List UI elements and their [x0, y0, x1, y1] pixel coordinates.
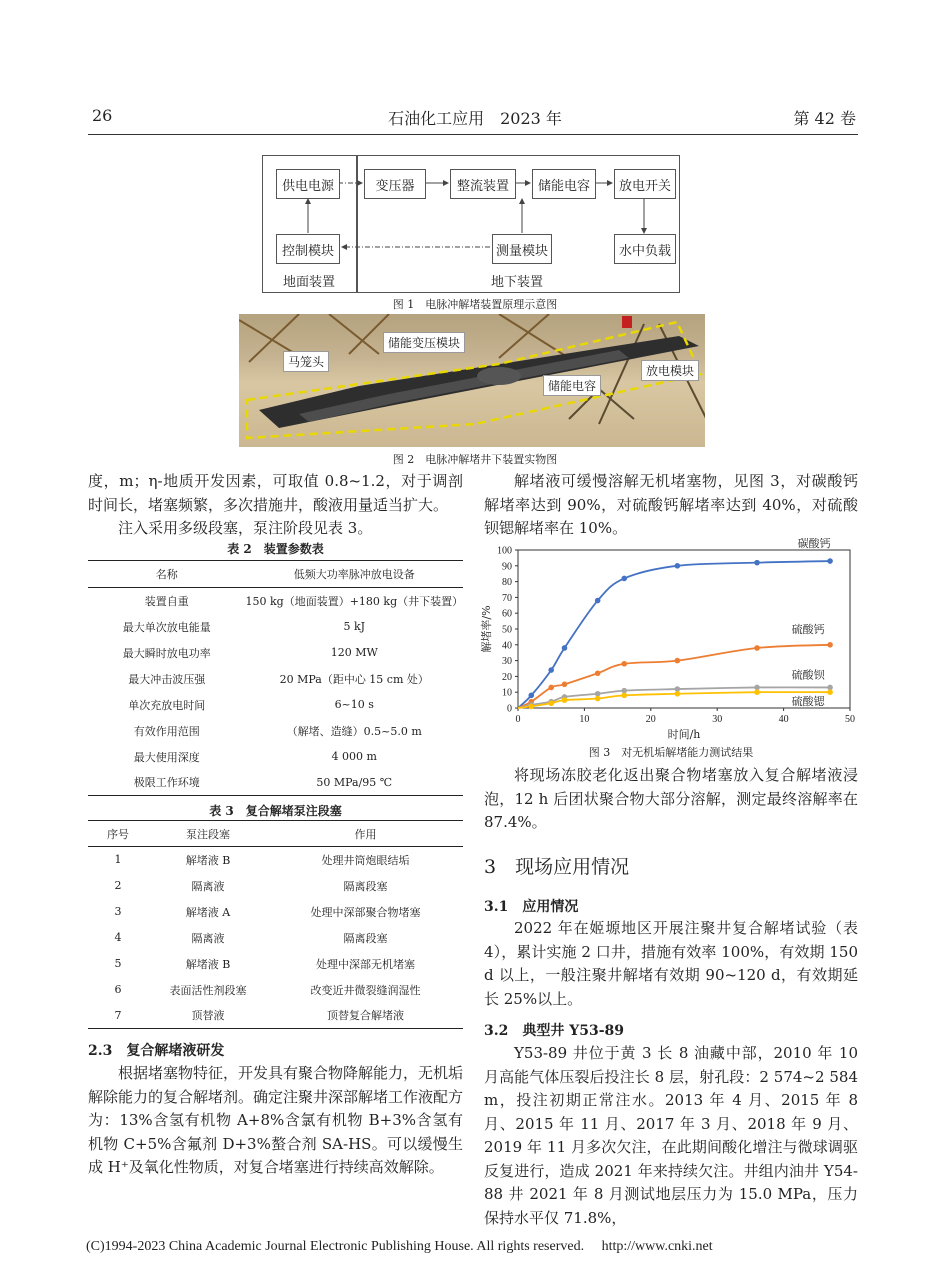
figure1-caption: 图 1 电脉冲解堵装置原理示意图	[392, 298, 558, 311]
data-point	[621, 693, 627, 699]
table-cell: 最大单次放电能量	[122, 620, 211, 634]
y-tick-label: 30	[502, 656, 512, 668]
label-energy-capacitor: 储能电容	[543, 375, 601, 396]
table2-title: 表 2 装置参数表	[227, 542, 324, 556]
series-label: 碳酸钙	[797, 538, 831, 551]
table3-header: 作用	[354, 827, 377, 841]
table-row	[88, 1003, 463, 1029]
table2	[88, 560, 463, 796]
table-cell: 120 MW	[330, 646, 378, 659]
table-row	[88, 744, 463, 770]
data-point	[562, 645, 568, 651]
discharge-switch-box: 放电开关	[614, 169, 676, 199]
y-tick-label: 20	[502, 671, 512, 683]
y-axis-label: 解堵率/%	[480, 605, 493, 653]
table-cell: 6~10 s	[334, 698, 374, 711]
table-cell: 50 MPa/95 ℃	[316, 775, 393, 789]
data-point	[528, 693, 534, 699]
table-cell: 解堵液 B	[185, 853, 231, 867]
table-cell: 顶替复合解堵液	[327, 1009, 404, 1023]
table-row	[88, 925, 463, 951]
table-row	[88, 951, 463, 977]
transformer-box: 变压器	[364, 169, 426, 199]
data-point	[827, 689, 833, 695]
table-cell: 最大冲击波压强	[128, 672, 206, 686]
figure3-chart	[476, 538, 866, 744]
table-row	[88, 899, 463, 925]
data-point	[675, 691, 681, 697]
table-cell: （解堵、造缝）0.5~5.0 m	[286, 724, 422, 738]
table-row	[88, 718, 463, 744]
table2-header: 低频大功率脉冲放电设备	[293, 568, 415, 581]
left-paragraph-2: 注入采用多级段塞，泵注阶段见表 3。	[118, 519, 373, 537]
right-paragraph-2-block	[484, 764, 858, 835]
y-tick-label: 80	[502, 577, 512, 589]
data-point	[548, 685, 554, 691]
table-cell: 顶替液	[191, 1009, 225, 1023]
figure3-caption: 图 3 对无机垢解堵能力测试结果	[588, 746, 754, 759]
measure-module-box: 测量模块	[492, 234, 552, 264]
table-cell: 4	[114, 931, 122, 944]
section-3-1-heading: 3.1 应用情况	[484, 899, 579, 915]
table-cell: 改变近井微裂缝润湿性	[310, 983, 421, 997]
data-point	[754, 560, 760, 566]
photo-drawing	[239, 314, 705, 447]
table-row	[88, 692, 463, 718]
table-cell: 处理中深部无机堵塞	[316, 957, 415, 971]
section-3-2-paragraph: Y53-89 井位于黄 3 长 8 油藏中部，2010 年 10 月高能气体压裂后投注长 8 层，射孔段：2 574~2 584 m，投注初期正常注水。2013 年 4 月、2015 年 8 月、2015 年 11 月、2017 年 3 月、2018 年 9 月、2019 年 11 月多次欠注，在此期间酸化增注与微球调驱反复进行，造成 2021 年来持续欠注。井组内油井 Y54-88 井 2021 年 8 月测试地层压力为 15.0 MPa，压力保持水平仅 71.8%，	[484, 1044, 858, 1227]
table-cell: 5 kJ	[343, 620, 366, 633]
x-tick-label: 0	[515, 714, 521, 725]
data-point	[827, 558, 833, 564]
section-2-3-paragraph: 根据堵塞物特征，开发具有聚合物降解能力，无机垢解除能力的复合解堵剂。确定注聚井深部解堵工作液配方为：13%含氢有机物 A+8%含氯有机物 B+3%含氢有机物 C+5%含氟剂 D+3%螯合剂 SA-HS。可以缓慢生成 H⁺及氧化性物质，对复合堵塞进行持续高效解除。	[88, 1064, 464, 1176]
capacitor-box: 储能电容	[532, 169, 596, 199]
section-3-1-body	[484, 917, 858, 1011]
table-row	[88, 614, 463, 640]
series-label: 硫酸钙	[791, 622, 825, 636]
section-2-3-body	[88, 1062, 463, 1180]
data-point	[754, 689, 760, 695]
x-tick-label: 20	[645, 714, 656, 725]
page-number: 26	[92, 106, 113, 125]
section-3-2-heading: 3.2 典型井 Y53-89	[484, 1023, 624, 1039]
table-cell: 表面活性剂段塞	[169, 983, 247, 997]
label-energy-transformer: 储能变压模块	[383, 332, 465, 353]
rectifier-box: 整流装置	[450, 169, 516, 199]
y-tick-label: 70	[502, 592, 512, 604]
control-module-box: 控制模块	[276, 234, 340, 264]
right-paragraph-2: 将现场冻胶老化返出聚合物堵塞放入复合解堵液浸泡，12 h 后团状聚合物大部分溶解，测定最终溶解率在87.4%。	[484, 766, 858, 831]
table-cell: 单次充放电时间	[128, 698, 206, 712]
table-cell: 极限工作环境	[133, 776, 200, 790]
figure2-caption: 图 2 电脉冲解堵井下装置实物图	[392, 453, 558, 466]
figure2-photo	[239, 314, 705, 447]
data-point	[621, 661, 627, 667]
y-tick-label: 40	[502, 640, 512, 652]
surface-region-label: 地面装置	[282, 275, 335, 290]
label-cage-head: 马笼头	[283, 351, 329, 372]
x-tick-label: 10	[579, 714, 590, 725]
data-point	[754, 645, 760, 651]
right-intro	[484, 470, 858, 541]
table-cell: 最大使用深度	[133, 750, 200, 764]
y-tick-label: 100	[497, 545, 512, 557]
table-row	[88, 770, 463, 796]
section-3-heading: 3 现场应用情况	[484, 856, 630, 878]
table-row	[88, 847, 463, 873]
table-cell: 5	[114, 957, 122, 970]
left-column-text	[88, 470, 463, 541]
table3-title: 表 3 复合解堵泵注段塞	[209, 804, 342, 818]
copyright-footer: (C)1994-2023 China Academic Journal Electronic Publishing House. All rights reserved. http://www.cnki.net	[86, 1239, 713, 1254]
data-point	[528, 704, 534, 710]
series-label: 硫酸锶	[791, 695, 825, 709]
table-cell: 20 MPa（距中心 15 cm 处）	[279, 672, 429, 686]
table-row	[88, 873, 463, 899]
table-row	[88, 588, 463, 614]
table-cell: 6	[114, 983, 122, 996]
table3-header: 序号	[107, 827, 129, 841]
label-discharge-module: 放电模块	[641, 360, 699, 381]
data-point	[621, 576, 627, 582]
table-cell: 最大瞬时放电功率	[122, 646, 211, 660]
right-paragraph-1: 解堵液可缓慢溶解无机堵塞物，见图 3，对碳酸钙解堵率达到 90%，对硫酸钙解堵率达到 40%，对硫酸钡锶解堵率在 10%。	[484, 472, 858, 537]
table-row	[88, 977, 463, 1003]
table-row	[88, 640, 463, 666]
data-point	[562, 697, 568, 703]
downhole-region-label: 地下装置	[490, 275, 543, 290]
table-cell: 隔离段塞	[343, 879, 388, 893]
volume-label: 第 42 卷	[793, 109, 856, 128]
y-tick-label: 50	[502, 624, 512, 636]
table-cell: 3	[114, 905, 122, 918]
table-cell: 处理井筒炮眼结垢	[321, 853, 410, 867]
data-point	[562, 682, 568, 688]
table-cell: 处理中深部聚合物堵塞	[310, 905, 421, 919]
data-point	[675, 563, 681, 569]
section-3-1-paragraph: 2022 年在姬塬地区开展注聚井复合解堵试验（表 4），累计实施 2 口井，措施有效率 100%，有效期 150 d 以上，一般注聚井解堵有效期 90~120 d，有效期延长 25%以上。	[484, 919, 858, 1008]
data-point	[595, 696, 601, 702]
table-row	[88, 666, 463, 692]
data-point	[827, 642, 833, 648]
table3-header: 泵注段塞	[186, 827, 230, 841]
water-load-box: 水中负载	[614, 234, 676, 264]
data-point	[595, 670, 601, 676]
table-cell: 150 kg（地面装置）+180 kg（井下装置）	[245, 594, 464, 608]
y-tick-label: 10	[502, 687, 512, 699]
x-axis-label: 时间/h	[667, 728, 701, 741]
header-rule	[88, 134, 858, 135]
table-cell: 隔离液	[191, 931, 225, 945]
table-cell: 1	[114, 853, 122, 867]
left-paragraph-1: 度，m；η-地质开发因素，可取值 0.8~1.2，对于调剖时间长，堵塞频繁，多次措施井，酸液用量适当扩大。	[88, 472, 463, 514]
section-2-3-heading: 2.3 复合解堵液研发	[88, 1043, 225, 1059]
table-cell: 隔离液	[191, 879, 225, 893]
table-cell: 解堵液 A	[185, 905, 231, 919]
table3	[88, 820, 463, 1029]
y-tick-label: 0	[507, 703, 512, 715]
x-tick-label: 40	[778, 714, 789, 725]
data-point	[675, 658, 681, 664]
table2-header: 名称	[155, 568, 178, 581]
table-cell: 隔离段塞	[343, 931, 388, 945]
data-point	[548, 700, 554, 706]
section-3-2-body	[484, 1042, 858, 1230]
series-label: 硫酸钡	[791, 668, 825, 682]
x-tick-label: 50	[845, 714, 855, 725]
x-tick-label: 30	[712, 714, 723, 725]
table-cell: 2	[114, 879, 122, 892]
table-cell: 4 000 m	[331, 750, 377, 763]
table-cell: 装置自重	[144, 594, 189, 608]
y-tick-label: 90	[502, 561, 512, 573]
table-cell: 有效作用范围	[133, 724, 200, 738]
data-point	[595, 598, 601, 604]
table-cell: 解堵液 B	[185, 957, 231, 971]
power-supply-box: 供电电源	[276, 169, 340, 199]
y-tick-label: 60	[502, 608, 512, 620]
data-point	[548, 667, 554, 673]
journal-title: 石油化工应用 2023 年	[388, 109, 562, 128]
table-cell: 7	[114, 1008, 122, 1022]
